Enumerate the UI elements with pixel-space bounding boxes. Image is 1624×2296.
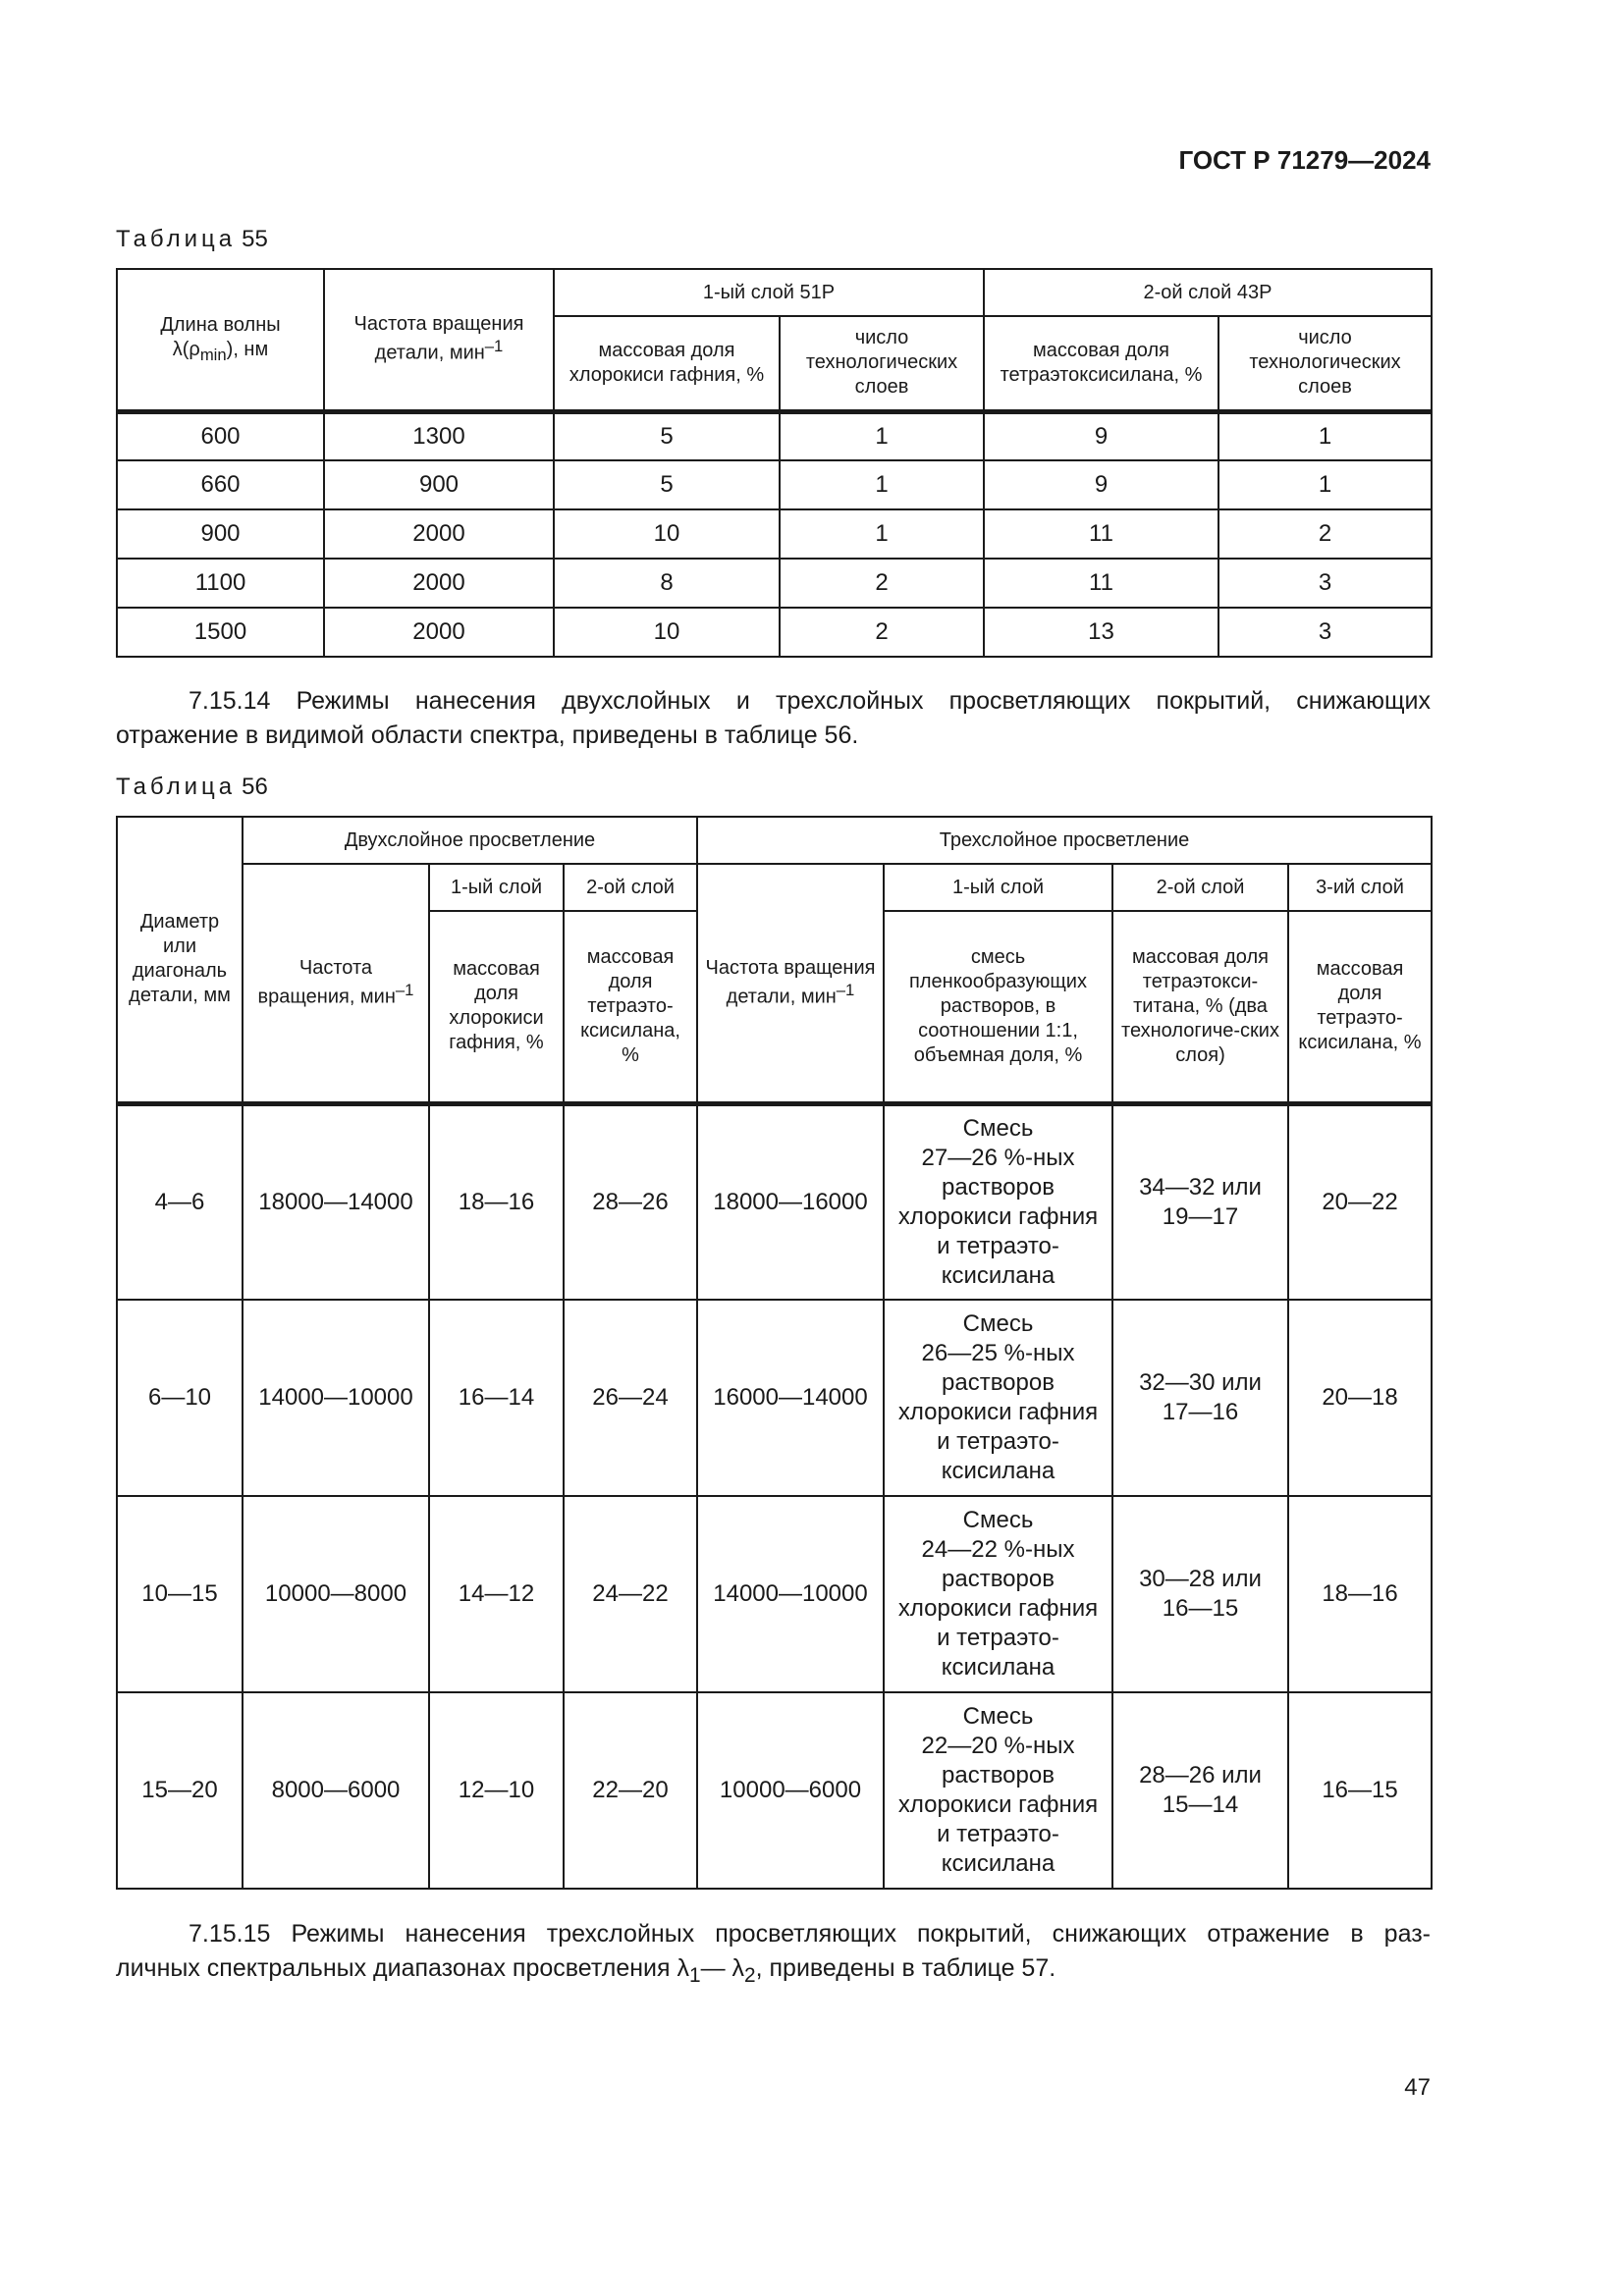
table-cell-diameter: 6—10 (117, 1300, 243, 1496)
t55-header-layer1-mass: массовая доля хлорокиси гафния, % (554, 316, 780, 411)
table-caption-number: 55 (242, 226, 268, 252)
table-cell-two-frequency: 18000—14000 (243, 1103, 429, 1300)
t56-header-three-frequency (697, 864, 884, 1103)
table-cell-three-layer2 (1112, 1496, 1288, 1692)
t56-header-three-layer3-desc: массовая доля тетраэто-ксисилана, % (1288, 911, 1432, 1103)
table-cell: 9 (984, 460, 1218, 509)
t56-header-two-layer1: 1-ый слой (429, 864, 564, 911)
t56-header-two-frequency-sup: –1 (395, 980, 414, 999)
table-56 (116, 816, 1433, 1890)
document-standard-number: ГОСТ Р 71279—2024 (1178, 145, 1431, 175)
table-cell: 1500 (117, 608, 324, 657)
cell-line: 28—26 или (1139, 1762, 1262, 1789)
table-row (117, 1496, 1432, 1692)
table-cell-three-layer1-mix (884, 1692, 1112, 1889)
t55-header-wavelength (117, 269, 324, 411)
cell-line: хлорокиси гафния (897, 1595, 1099, 1622)
cell-line: и тетраэто- (937, 1625, 1059, 1651)
table-cell-two-layer2: 24—22 (564, 1496, 697, 1692)
table-cell: 600 (117, 411, 324, 460)
table-cell-two-layer1: 16—14 (429, 1300, 564, 1496)
table-cell-three-layer3: 16—15 (1288, 1692, 1432, 1889)
paragraph-text: личных спектральных диапазонах просветления λ (116, 1954, 689, 1982)
cell-line: хлорокиси гафния (897, 1791, 1099, 1818)
t55-header-wavelength-prefix: λ(ρ (172, 338, 200, 360)
t55-header-frequency-line2: детали, мин (374, 343, 485, 365)
table-cell-three-layer2 (1112, 1103, 1288, 1300)
table-row (117, 1103, 1432, 1300)
table-cell: 13 (984, 608, 1218, 657)
cell-line: 15—14 (1162, 1791, 1239, 1818)
t55-header-layer1-count: число технологических слоев (780, 316, 984, 411)
table-cell: 2 (780, 608, 984, 657)
table-cell-two-layer1: 18—16 (429, 1103, 564, 1300)
table-row (117, 1692, 1432, 1889)
table-55-caption (116, 226, 268, 253)
cell-line: растворов (942, 1566, 1055, 1592)
table-cell-two-frequency: 14000—10000 (243, 1300, 429, 1496)
paragraph-text: — λ (700, 1954, 745, 1982)
table-cell: 660 (117, 460, 324, 509)
paragraph-line: отражение в видимой области спектра, приведены в таблице 56. (116, 721, 859, 749)
paragraph-text: , приведены в таблице 57. (755, 1954, 1056, 1982)
cell-line: растворов (942, 1173, 1055, 1201)
t55-header-layer2-mass: массовая доля тетраэтоксисилана, % (984, 316, 1218, 411)
table-cell: 1300 (324, 411, 554, 460)
table-cell: 1 (780, 460, 984, 509)
table-cell: 10 (554, 509, 780, 559)
t55-header-wavelength-suffix: ), нм (226, 338, 269, 360)
t56-header-two-layer2-desc: массовая доля тетраэто-ксисилана, % (564, 911, 697, 1103)
table-row (117, 559, 1432, 608)
cell-line: 34—32 или (1139, 1173, 1262, 1201)
paragraph-line: 7.15.14 Режимы нанесения двухслойных и трехслойных просветляющих покрытий, снижающих (189, 687, 1431, 715)
table-cell: 2 (780, 559, 984, 608)
table-cell-three-layer2 (1112, 1300, 1288, 1496)
table-cell-three-layer3: 18—16 (1288, 1496, 1432, 1692)
table-cell-three-layer3: 20—22 (1288, 1103, 1432, 1300)
cell-line: Смесь (962, 1310, 1034, 1337)
cell-line: 30—28 или (1139, 1566, 1262, 1592)
cell-line: 24—22 %-ных (921, 1536, 1075, 1563)
t56-header-three-layer2-desc: массовая доля тетраэтокси-титана, % (два технологиче-ских слоя) (1112, 911, 1288, 1103)
table-row (117, 509, 1432, 559)
cell-line: ксисилана (941, 1850, 1056, 1877)
t55-header-frequency (324, 269, 554, 411)
t55-header-layer1-group: 1-ый слой 51Р (554, 269, 984, 316)
table-cell-two-layer2: 22—20 (564, 1692, 697, 1889)
cell-line: 27—26 %-ных (921, 1144, 1075, 1171)
cell-line: 22—20 %-ных (921, 1733, 1075, 1759)
table-caption-number: 56 (242, 774, 268, 800)
table-55 (116, 268, 1433, 658)
table-caption-word: Таблица (116, 774, 237, 800)
cell-line: хлорокиси гафния (897, 1202, 1099, 1230)
t56-header-three-frequency-sup: –1 (836, 980, 855, 999)
lambda-subscript: 2 (744, 1964, 756, 1987)
page-number: 47 (1404, 2074, 1431, 2101)
table-cell: 900 (324, 460, 554, 509)
t56-header-three-layer3: 3-ий слой (1288, 864, 1432, 911)
table-cell: 3 (1218, 608, 1432, 657)
table-cell: 10 (554, 608, 780, 657)
table-cell-two-layer2: 28—26 (564, 1103, 697, 1300)
t56-header-two-frequency-text: Частота вращения, мин (257, 956, 396, 1008)
cell-line: ксисилана (941, 1261, 1056, 1289)
t55-header-layer2-count: число технологических слоев (1218, 316, 1432, 411)
table-cell-three-layer1-mix (884, 1103, 1112, 1300)
paragraph-7-15-14 (116, 684, 1431, 753)
table-cell-three-layer3: 20—18 (1288, 1300, 1432, 1496)
cell-line: растворов (942, 1369, 1055, 1396)
t56-header-three-layer1: 1-ый слой (884, 864, 1112, 911)
table-cell: 2000 (324, 608, 554, 657)
table-cell-three-frequency: 14000—10000 (697, 1496, 884, 1692)
table-cell-three-frequency: 16000—14000 (697, 1300, 884, 1496)
table-cell: 1 (1218, 460, 1432, 509)
cell-line: 26—25 %-ных (921, 1340, 1075, 1366)
table-cell-three-frequency: 18000—16000 (697, 1103, 884, 1300)
t56-header-three-layer-group: Трехслойное просветление (697, 817, 1432, 864)
t56-header-three-layer1-desc: смесь пленкообразующих растворов, в соотношении 1:1, объемная доля, % (884, 911, 1112, 1103)
table-cell-three-layer2 (1112, 1692, 1288, 1889)
t55-header-frequency-line1: Частота вращения (353, 313, 524, 336)
table-caption-word: Таблица (116, 226, 237, 252)
table-cell: 8 (554, 559, 780, 608)
t55-header-wavelength-line1: Длина волны (160, 313, 281, 336)
table-cell: 3 (1218, 559, 1432, 608)
table-row (117, 411, 1432, 460)
t56-header-three-frequency-text: Частота вращения детали, мин (705, 956, 876, 1008)
table-cell-diameter: 15—20 (117, 1692, 243, 1889)
table-cell: 2 (1218, 509, 1432, 559)
cell-line: Смесь (962, 1114, 1034, 1142)
cell-line: 32—30 или (1139, 1369, 1262, 1396)
table-cell-two-layer1: 14—12 (429, 1496, 564, 1692)
table-row (117, 608, 1432, 657)
t55-header-layer2-group: 2-ой слой 43Р (984, 269, 1432, 316)
t56-header-two-layer1-desc: массовая доля хлорокиси гафния, % (429, 911, 564, 1103)
lambda-subscript: 1 (688, 1964, 701, 1987)
table-cell: 5 (554, 460, 780, 509)
t56-header-two-layer2: 2-ой слой (564, 864, 697, 911)
t56-header-two-frequency (243, 864, 429, 1103)
cell-line: растворов (942, 1762, 1055, 1789)
cell-line: Смесь (962, 1507, 1034, 1533)
t55-header-frequency-sup: –1 (484, 337, 504, 356)
table-cell: 1 (1218, 411, 1432, 460)
table-cell-two-layer1: 12—10 (429, 1692, 564, 1889)
t56-header-three-layer2: 2-ой слой (1112, 864, 1288, 911)
table-cell: 1 (780, 509, 984, 559)
table-cell: 11 (984, 509, 1218, 559)
paragraph-line (116, 1951, 1431, 1993)
t56-header-diameter: Диаметр или диагональ детали, мм (117, 817, 243, 1103)
cell-line: 19—17 (1162, 1202, 1239, 1230)
cell-line: ксисилана (941, 1458, 1056, 1484)
table-cell: 2000 (324, 509, 554, 559)
paragraph-line: 7.15.15 Режимы нанесения трехслойных просветляющих покрытий, снижающих отражение в раз- (189, 1920, 1431, 1948)
t55-header-wavelength-sub: min (199, 345, 227, 364)
cell-line: ксисилана (941, 1654, 1056, 1681)
table-56-caption (116, 774, 268, 801)
table-cell: 5 (554, 411, 780, 460)
table-cell-three-layer1-mix (884, 1300, 1112, 1496)
table-cell: 1 (780, 411, 984, 460)
table-cell-three-layer1-mix (884, 1496, 1112, 1692)
cell-line: 16—15 (1162, 1595, 1239, 1622)
cell-line: и тетраэто- (937, 1232, 1059, 1259)
table-cell-two-layer2: 26—24 (564, 1300, 697, 1496)
table-cell-diameter: 10—15 (117, 1496, 243, 1692)
t56-header-two-layer-group: Двухслойное просветление (243, 817, 697, 864)
cell-line: Смесь (962, 1703, 1034, 1730)
table-cell-diameter: 4—6 (117, 1103, 243, 1300)
table-row (117, 460, 1432, 509)
table-cell: 2000 (324, 559, 554, 608)
table-cell: 900 (117, 509, 324, 559)
cell-line: и тетраэто- (937, 1821, 1059, 1847)
table-cell: 9 (984, 411, 1218, 460)
cell-line: хлорокиси гафния (897, 1399, 1099, 1425)
table-cell-three-frequency: 10000—6000 (697, 1692, 884, 1889)
cell-line: и тетраэто- (937, 1428, 1059, 1455)
table-cell-two-frequency: 10000—8000 (243, 1496, 429, 1692)
cell-line: 17—16 (1162, 1399, 1239, 1425)
paragraph-7-15-15 (116, 1917, 1431, 1993)
table-cell: 11 (984, 559, 1218, 608)
table-row (117, 1300, 1432, 1496)
table-cell: 1100 (117, 559, 324, 608)
table-cell-two-frequency: 8000—6000 (243, 1692, 429, 1889)
